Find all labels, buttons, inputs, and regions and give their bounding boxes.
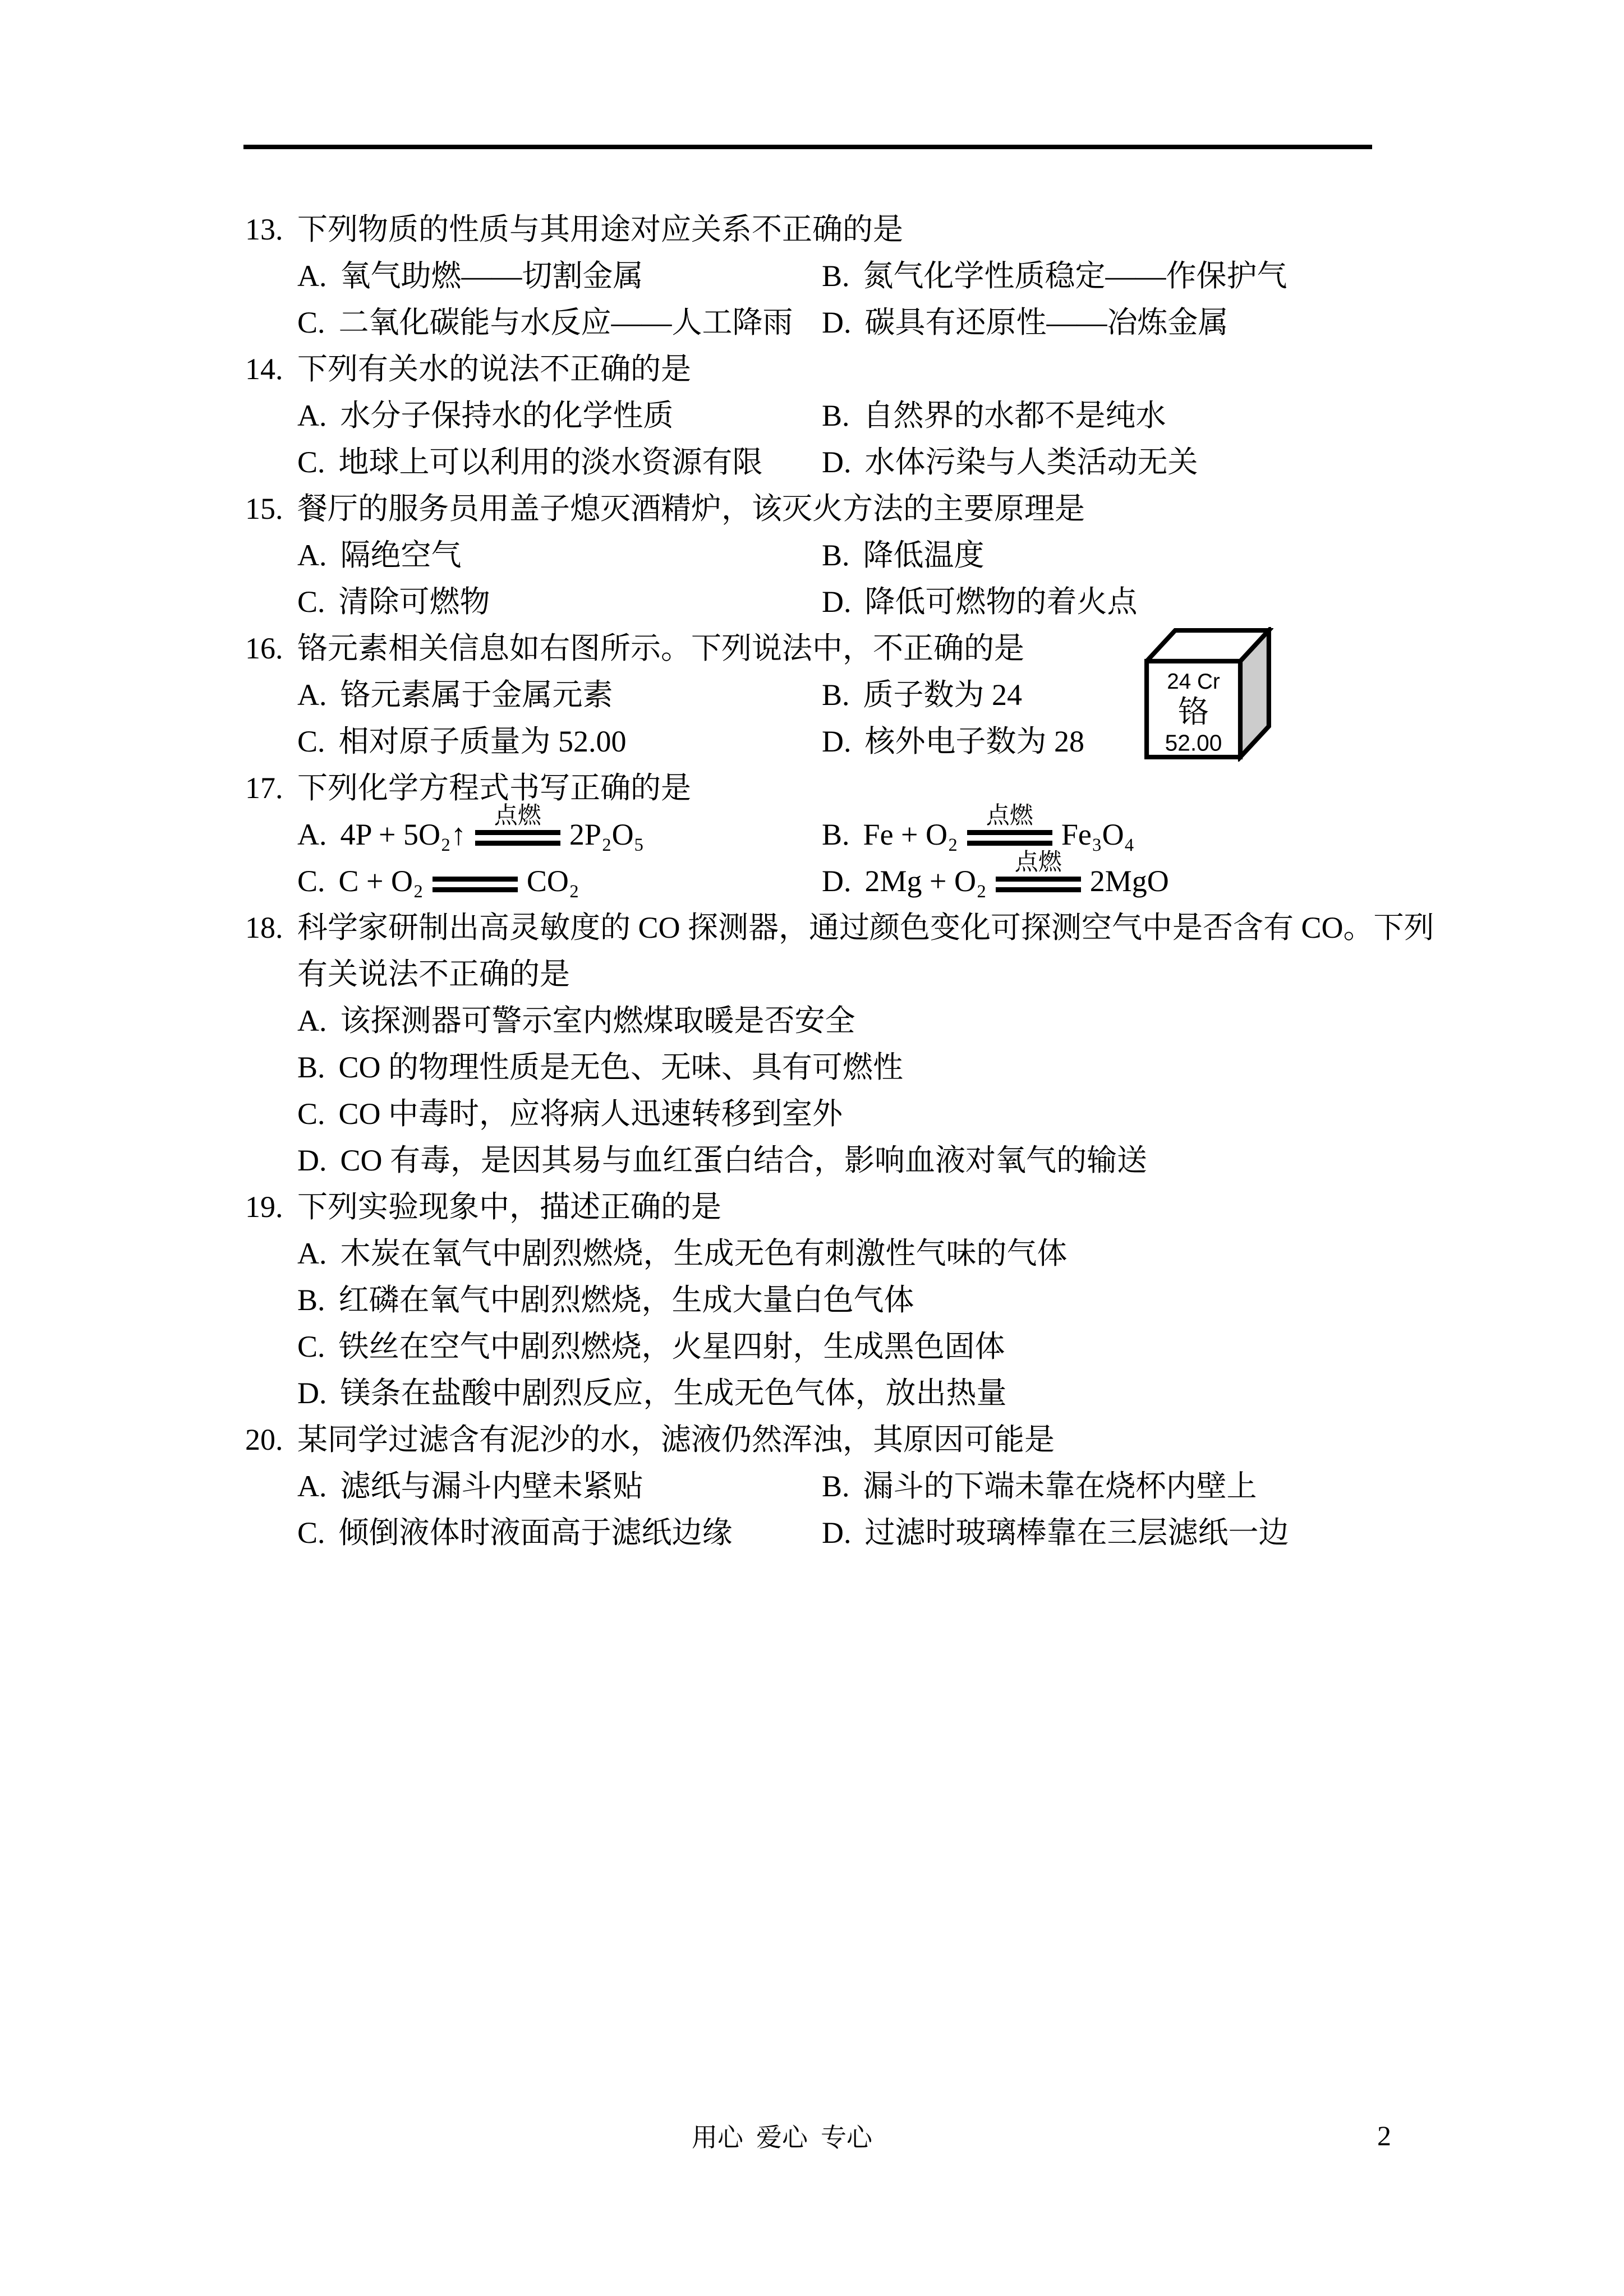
option-a [297, 532, 822, 579]
option-a [297, 1463, 822, 1510]
option-label: A. [297, 538, 327, 572]
option-b [822, 532, 1446, 579]
option-text: 质子数为 24 [863, 678, 1023, 712]
option-a [297, 1230, 1446, 1277]
option-label: A. [297, 259, 327, 293]
reaction-equals [996, 849, 1081, 892]
option-label: B. [822, 259, 850, 293]
option-text: 碳具有还原性——冶炼金属 [864, 306, 1229, 339]
option-c [297, 579, 822, 625]
option-text: 木炭在氧气中剧烈燃烧，生成无色有刺激性气味的气体 [340, 1237, 1068, 1270]
chemical-equation [864, 849, 1169, 898]
option-text: 氮气化学性质稳定——作保护气 [863, 259, 1287, 293]
option-text: 红磷在氧气中剧烈燃烧，生成大量白色气体 [338, 1283, 914, 1317]
option-d [822, 849, 1446, 905]
option-label: B. [297, 1050, 325, 1084]
option-d [822, 439, 1446, 486]
option-text: 铬元素属于金属元素 [340, 678, 613, 712]
option-text: 水体污染与人类活动无关 [864, 445, 1198, 479]
option-label: C. [297, 1330, 325, 1363]
option-label: C. [297, 1097, 325, 1131]
question-text: 下列有关水的说法不正确的是 [297, 352, 691, 386]
option-text: 自然界的水都不是纯水 [863, 399, 1166, 432]
option-label: B. [822, 818, 850, 851]
option-text: 漏斗的下端未靠在烧杯内壁上 [863, 1469, 1257, 1503]
option-label: D. [822, 1516, 852, 1550]
chemical-equation [340, 803, 645, 851]
question-20 [245, 1417, 1446, 1556]
option-label: B. [822, 1469, 850, 1503]
option-text: 地球上可以利用的淡水资源有限 [338, 445, 763, 479]
reaction-condition: 点燃 [986, 803, 1033, 829]
option-text: 铁丝在空气中剧烈燃烧，火星四射，生成黑色固体 [338, 1330, 1005, 1363]
option-label: B. [822, 538, 850, 572]
question-15 [245, 486, 1446, 625]
option-label: D. [822, 306, 852, 339]
option-label: D. [297, 1144, 327, 1177]
option-c [297, 1324, 1446, 1370]
option-label: D. [822, 725, 852, 758]
option-label: A. [297, 1469, 327, 1503]
footer-motto: 用心 爱心 专心 [692, 2123, 872, 2152]
double-line-icon [475, 830, 560, 846]
equation-rhs: Fe₃O₄ [1061, 818, 1135, 851]
option-b [822, 1463, 1446, 1510]
option-label: A. [297, 818, 327, 851]
option-label: C. [297, 306, 325, 339]
question-17 [245, 765, 1446, 905]
option-text: 降低温度 [863, 538, 984, 572]
option-label: D. [822, 864, 852, 898]
equation-lhs: 4P + 5O₂↑ [340, 818, 466, 851]
option-label: A. [297, 399, 327, 432]
option-label: D. [822, 445, 852, 479]
option-text: 过滤时玻璃棒靠在三层滤纸一边 [864, 1516, 1289, 1550]
reaction-condition: 点燃 [1014, 849, 1062, 875]
question-text: 餐厅的服务员用盖子熄灭酒精炉，该灭火方法的主要原理是 [297, 492, 1085, 525]
option-b [822, 669, 1446, 718]
option-text: 相对原子质量为 52.00 [338, 725, 627, 758]
equation-rhs: CO₂ [526, 864, 579, 898]
question-14 [245, 346, 1446, 486]
option-text: CO 有毒，是因其易与血红蛋白结合，影响血液对氧气的输送 [340, 1144, 1148, 1177]
option-a [297, 998, 1446, 1044]
option-b [822, 393, 1446, 439]
option-label: C. [297, 725, 325, 758]
question-number: 14. [245, 352, 283, 386]
option-a [297, 253, 822, 299]
chemical-equation [339, 864, 579, 898]
page-number: 2 [1377, 2120, 1391, 2151]
option-c [297, 1091, 1446, 1137]
question-list [245, 206, 1446, 1556]
option-text: 滤纸与漏斗内壁未紧贴 [340, 1469, 643, 1503]
option-d [822, 718, 1446, 765]
element-name: 铬 [1178, 694, 1209, 729]
option-text: 氧气助燃——切割金属 [340, 259, 643, 293]
double-line-icon [967, 830, 1052, 846]
question-number: 19. [245, 1190, 283, 1224]
question-text: 下列实验现象中，描述正确的是 [297, 1190, 721, 1224]
option-text: 该探测器可警示室内燃煤取暖是否安全 [340, 1004, 855, 1038]
option-b [297, 1277, 1446, 1324]
option-text: 降低可燃物的着火点 [864, 585, 1138, 619]
option-d [822, 299, 1446, 346]
question-number: 20. [245, 1423, 283, 1456]
double-line-icon [433, 877, 518, 892]
option-c [297, 299, 822, 346]
option-b [297, 1044, 1446, 1091]
element-atomic-mass: 52.00 [1165, 730, 1222, 756]
reaction-equals [433, 877, 518, 892]
option-label: B. [822, 399, 850, 432]
option-c [297, 439, 822, 486]
option-c [297, 1510, 822, 1556]
option-label: A. [297, 678, 327, 712]
option-text: 清除可燃物 [338, 585, 490, 619]
reaction-condition: 点燃 [494, 803, 541, 829]
double-line-icon [996, 877, 1081, 892]
option-text: 水分子保持水的化学性质 [340, 399, 674, 432]
header-rule [243, 145, 1372, 149]
equation-rhs: 2P₂O₅ [569, 818, 645, 851]
option-text: 倾倒液体时液面高于滤纸边缘 [338, 1516, 733, 1550]
question-text: 某同学过滤含有泥沙的水，滤液仍然浑浊，其原因可能是 [297, 1423, 1055, 1456]
option-label: D. [822, 585, 852, 619]
question-text: 科学家研制出高灵敏度的 CO 探测器，通过颜色变化可探测空气中是否含有 CO。下列有关说法不正确的是 [297, 911, 1434, 991]
option-text: CO 中毒时，应将病人迅速转移到室外 [338, 1097, 843, 1131]
question-18 [245, 905, 1446, 1184]
equation-lhs: Fe + O₂ [863, 818, 958, 851]
option-text: CO 的物理性质是无色、无味、具有可燃性 [338, 1050, 904, 1084]
reaction-equals [967, 803, 1052, 846]
option-b [822, 803, 1446, 858]
option-d [297, 1370, 1446, 1417]
reaction-equals [475, 803, 560, 846]
option-label: C. [297, 1516, 325, 1550]
option-b [822, 253, 1446, 299]
equation-lhs: 2Mg + O₂ [864, 864, 987, 898]
element-atomic-number-symbol: 24 Cr [1167, 669, 1220, 694]
question-text: 下列物质的性质与其用途对应关系不正确的是 [297, 213, 903, 246]
option-label: A. [297, 1237, 327, 1270]
option-a [297, 803, 822, 858]
equation-rhs: 2MgO [1089, 864, 1169, 898]
option-a [297, 393, 822, 439]
option-d [822, 579, 1446, 625]
question-number: 18. [245, 911, 283, 944]
option-text: 隔绝空气 [340, 538, 462, 572]
option-d [297, 1137, 1446, 1184]
option-label: C. [297, 585, 325, 619]
option-label: B. [297, 1283, 325, 1317]
question-number: 15. [245, 492, 283, 525]
question-text: 铬元素相关信息如右图所示。下列说法中，不正确的是 [297, 631, 1024, 665]
option-c [297, 858, 822, 905]
option-label: C. [297, 864, 325, 898]
option-label: A. [297, 1004, 327, 1038]
equation-lhs: C + O₂ [338, 864, 424, 898]
chemical-equation [863, 803, 1135, 851]
question-19 [245, 1184, 1446, 1417]
option-a [297, 672, 822, 718]
option-text: 二氧化碳能与水反应——人工降雨 [338, 306, 793, 339]
question-number: 17. [245, 771, 283, 805]
option-d [822, 1510, 1446, 1556]
option-label: C. [297, 445, 325, 479]
option-label: D. [297, 1376, 327, 1410]
question-number: 13. [245, 213, 283, 246]
option-label: B. [822, 678, 850, 712]
question-13 [245, 206, 1446, 346]
question-text: 下列化学方程式书写正确的是 [297, 771, 691, 805]
option-text: 镁条在盐酸中剧烈反应，生成无色气体，放出热量 [340, 1376, 1007, 1410]
question-number: 16. [245, 631, 283, 665]
element-info-box [1144, 627, 1273, 762]
option-text: 核外电子数为 28 [864, 725, 1084, 758]
option-c [297, 718, 822, 765]
